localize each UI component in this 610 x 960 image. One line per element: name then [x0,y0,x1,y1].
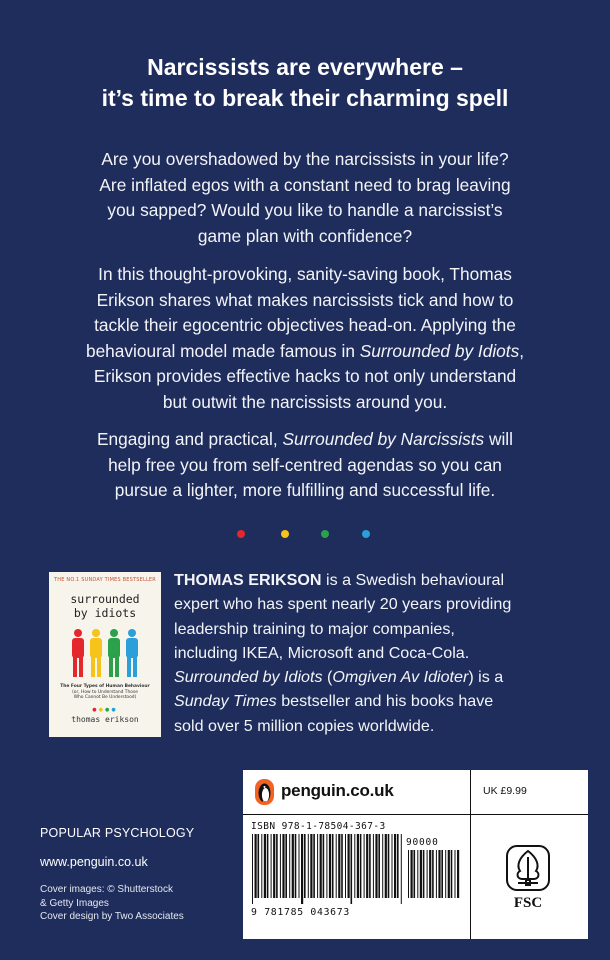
barcode-bar [292,834,294,898]
cover-dots [49,707,161,713]
isbn-text: ISBN 978-1-78504-367-3 [251,821,386,832]
cover-title-line-2: by idiots [73,606,137,620]
barcode-bar [417,850,418,898]
barcode-bar [271,834,272,898]
barcode-bar [326,834,327,898]
barcode-bar [289,834,290,898]
barcode-bar [258,834,260,898]
barcode-bar [429,850,431,898]
barcode-bar [341,834,343,898]
intro-paragraph [40,147,570,249]
intro-line: Are inflated egos with a constant need to brag leaving [99,174,511,195]
barcode-bar [420,850,422,898]
barcode-bar [448,850,450,898]
barcode-addon-icon [407,850,460,904]
cover-figures-illustration [68,628,142,678]
headline-line-1: Narcissists are everywhere – [147,54,463,80]
body-line: tackle their egocentric objectives head-on. Applying the [94,315,516,336]
barcode-bar [392,834,393,898]
blue-dot [362,530,370,538]
box-divider-horizontal [243,814,588,815]
barcode-bar [397,834,399,898]
barcode-bar [375,834,377,898]
book-title-italic: Surrounded by Idiots [359,340,520,361]
barcode-bar [308,834,309,898]
barcode-bar [285,834,287,898]
barcode-bar [304,834,306,898]
barcode-icon [251,834,403,904]
cover-dot: ● [105,707,112,713]
barcode-bar [455,850,456,898]
barcode-bar [369,834,371,898]
barcode-bar [382,834,383,898]
red-dot [237,530,245,538]
book-title-italic: Omgiven Av Idioter [332,668,469,687]
bio-text: bestseller and his books have [276,692,494,711]
barcode-bar [267,834,269,898]
barcode-bar [273,834,275,898]
figure-blue [126,629,138,677]
barcode-addon-number: 90000 [406,837,439,848]
bio-line: sold over 5 million copies worldwide. [174,716,435,735]
barcode-bar [378,834,380,898]
body-line: In this thought-provoking, sanity-saving book, Thomas [98,264,512,284]
closing-line: help free you from self-centred agendas so you can [108,454,502,475]
bio-line [174,665,574,689]
cover-author: thomas erikson [71,715,139,724]
barcode-bar [280,834,281,898]
penguin-logo-icon [255,779,274,805]
closing-text: Engaging and practical, [97,429,283,449]
author-name: THOMAS ERIKSON [174,571,322,589]
barcode-bar [385,834,387,898]
box-divider-vertical [470,770,471,939]
newspaper-italic: Sunday Times [174,692,277,711]
intro-line: Are you overshadowed by the narcissists in your life? [101,149,509,169]
barcode-bar [338,834,340,898]
previous-book-cover [49,572,161,737]
barcode-bar [276,834,278,898]
bio-line: expert who has spent nearly 20 years providing [174,595,512,614]
cover-credits [40,883,184,924]
barcode-bar [457,850,459,898]
credit-line: Cover design by Two Associates [40,911,184,922]
barcode-bar [394,834,396,898]
bio-line [174,568,574,592]
cover-dot: ● [111,707,118,713]
barcode-bar [313,834,315,898]
barcode-bar [451,850,453,898]
intro-line: you sapped? Would you like to handle a narcissist’s [107,200,503,221]
bio-line [174,689,574,713]
cover-subtitle-line: Who Cannot Be Understood) [73,695,137,700]
barcode-bar [255,834,257,898]
credit-line: Cover images: © Shutterstock [40,884,173,895]
price-label: UK £9.99 [483,785,527,797]
cover-dot: ● [92,707,99,713]
barcode-bar [348,834,350,898]
barcode-bar [427,850,428,898]
barcode-bar [295,834,297,898]
credit-line: & Getty Images [40,897,109,909]
barcode-bar [432,850,434,898]
closing-line [40,427,570,453]
barcode-bar [310,834,312,898]
barcode-bar [373,834,374,898]
barcode-bar [323,834,325,898]
figure-green [108,629,120,677]
publisher-info-box [243,770,588,939]
barcode-bar [441,850,443,898]
barcode-bar [445,850,446,898]
barcode-bar [438,850,440,898]
bio-text: ( [322,668,333,687]
barcode-bar [411,850,413,898]
barcode-bar [388,834,390,898]
bio-line: including IKEA, Microsoft and Coca-Cola. [174,643,470,662]
barcode-bar [320,834,322,898]
barcode-bar [264,834,266,898]
bio-text: is a Swedish behavioural [321,571,505,589]
body-line: Erikson provides effective hacks to not only understand [93,366,517,387]
barcode-bar [261,834,262,898]
body-line: Erikson shares what makes narcissists tick and how to [96,289,514,310]
barcode-bar [408,850,409,898]
barcode-bar [252,834,253,904]
barcode-bar [354,834,355,898]
cover-bestseller-line: THE NO.1 SUNDAY TIMES BESTSELLER [54,577,156,583]
cover-subtitle-line: The Four Types of Human Behaviour [60,684,150,689]
cover-subtitle-line: (or, How to Understand Those [72,689,138,695]
barcode-bar [414,850,416,898]
figure-red [72,629,84,677]
barcode-bar [401,834,402,904]
publisher-website: www.penguin.co.uk [40,855,148,869]
fsc-label: FSC [513,895,543,911]
green-dot [321,530,329,538]
yellow-dot [281,530,289,538]
cover-dot: ● [98,707,105,713]
barcode-bar [351,834,353,904]
barcode-bar [357,834,359,898]
barcode-number: 9 781785 043673 [251,907,350,918]
cover-title-line-1: surrounded [70,592,140,606]
closing-paragraph [40,427,570,504]
barcode-bar [317,834,318,898]
intro-line: game plan with confidence? [197,225,413,246]
body-line [40,339,570,365]
barcode-bar [364,834,365,898]
barcode-bar [329,834,331,898]
figure-yellow [90,629,102,677]
body-text: , [519,340,525,361]
book-title-italic: Surrounded by Idiots [174,668,323,687]
book-category: POPULAR PSYCHOLOGY [40,826,195,840]
cover-title [49,592,161,620]
barcode-bar [299,834,300,898]
bio-line: leadership training to major companies, [174,619,455,638]
closing-text: will [484,429,513,449]
barcode-bar [282,834,284,898]
cover-subtitle [55,684,155,701]
headline-line-2: it’s time to break their charming spell [101,85,509,111]
body-text: behavioural model made famous in [85,340,360,361]
body-paragraph [40,262,570,416]
barcode-bar [436,850,437,898]
barcode-bar [366,834,368,898]
closing-line: pursue a lighter, more fulfilling and successful life. [114,480,496,501]
barcode-bar [301,834,303,904]
barcode-bar [332,834,334,898]
barcode-bar [423,850,425,898]
penguin-url: penguin.co.uk [281,781,394,800]
fsc-tree-icon [506,845,550,917]
body-line: but outwit the narcissists around you. [162,391,448,412]
author-bio [174,568,574,738]
barcode-bar [336,834,337,898]
bio-text: ) is a [468,668,504,687]
barcode-bar [345,834,346,898]
barcode-bar [360,834,362,898]
headline [0,52,610,114]
book-title-italic: Surrounded by Narcissists [282,429,485,449]
